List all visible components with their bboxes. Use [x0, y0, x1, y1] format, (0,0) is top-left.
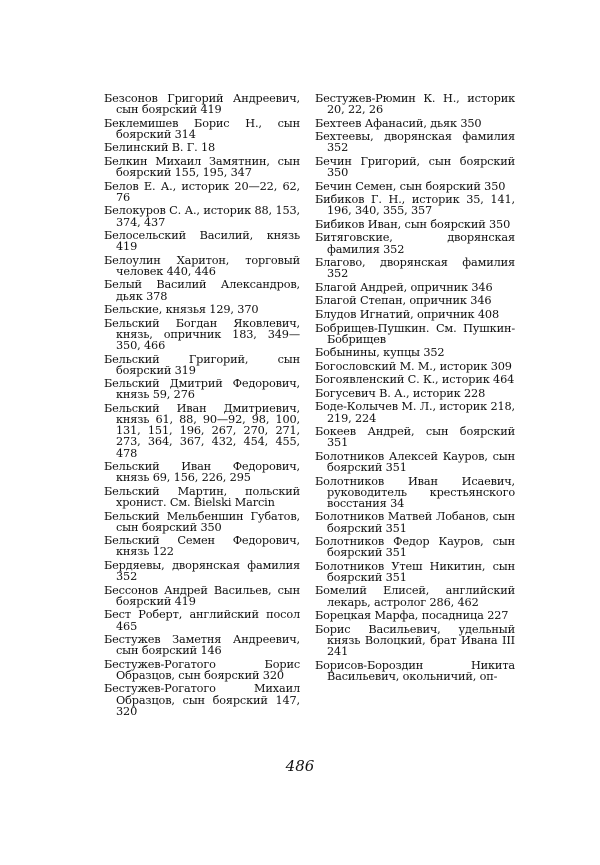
right-column [315, 93, 515, 684]
index-entry: Битяговские, дворянская фамилия 352 [315, 231, 515, 256]
index-entry: Болотников Алексей Кауров, сын боярский 351 [315, 449, 515, 474]
index-entry: Бельский Семен Федорович, князь 122 [104, 534, 300, 559]
index-entry: Безсонов Григорий Андреевич, сын боярский 419 [104, 92, 300, 117]
index-entry: Болотников Федор Кауров, сын боярский 351 [315, 535, 515, 560]
index-entry: Бехтеев Афанасий, дьяк 350 [315, 116, 482, 130]
index-entry: Богусевич В. А., историк 228 [315, 386, 486, 400]
index-entry: Беклемишев Борис Н., сын боярский 314 [104, 116, 300, 141]
index-entry: Бокеев Андрей, сын боярский 351 [315, 425, 515, 450]
index-entry: Бомелий Елисей, английский лекарь, астролог 286, 462 [315, 584, 515, 609]
index-entry: Бечин Семен, сын боярский 350 [315, 179, 506, 193]
index-entry: Блудов Игнатий, опричник 408 [315, 307, 499, 321]
index-entry: Бессонов Андрей Васильев, сын боярский 419 [104, 583, 300, 608]
index-entry: Бердяевы, дворянская фамилия 352 [104, 558, 300, 584]
index-entry: Белкин Михаил Замятнин, сын боярский 155, 195, 347 [104, 154, 300, 180]
index-entry: Бехтеевы, дворянская фамилия 352 [315, 130, 515, 155]
index-entry: Борисов-Бороздин Никита Васильевич, окольничий, оп- [315, 658, 515, 683]
index-entry: Бельский Богдан Яковлевич, князь, опричник 183, 349—350, 466 [104, 316, 300, 353]
index-entry: Благой Андрей, опричник 346 [315, 280, 493, 294]
index-entry: Бельский Дмитрий Федорович, князь 59, 276 [104, 377, 300, 402]
index-entry: Бобынины, купцы 352 [315, 346, 445, 360]
index-entry: Бибиков Г. Н., историк 35, 141, 196, 340, 355, 357 [315, 193, 515, 218]
index-entry: Белинский В. Г. 18 [104, 141, 216, 155]
index-entry: Бельский Григорий, сын боярский 319 [104, 352, 300, 377]
index-entry: Бибиков Иван, сын боярский 350 [315, 217, 511, 231]
index-entry: Бестужев Заметня Андреевич, сын боярский 146 [104, 633, 300, 658]
index-entry: Бельский Иван Дмитриевич, князь 61, 88, 90—92, 98, 100, 131, 151, 196, 267, 270, 271, 273, 364, 367, 432, 454, 455, 478 [104, 401, 300, 460]
page-number: 486 [285, 757, 315, 775]
left-column [104, 93, 300, 719]
index-entry: Бельский Иван Федорович, князь 69, 156, 226, 295 [104, 460, 300, 485]
index-entry: Белосельский Василий, князь 419 [104, 229, 300, 254]
index-entry: Благой Степан, опричник 346 [315, 294, 492, 308]
index-entry: Бестужев-Рогатого Михаил Образцов, сын боярский 147, 320 [104, 682, 300, 718]
index-entry: Болотников Матвей Лобанов, сын боярский 351 [315, 510, 515, 535]
index-entry: Борецкая Марфа, посадница 227 [315, 609, 509, 623]
index-entry: Благово, дворянская фамилия 352 [315, 256, 515, 281]
index-entry: Бельский Мельбеншин Губатов, сын боярский 350 [104, 509, 300, 534]
index-entry: Богоявленский С. К., историк 464 [315, 373, 515, 387]
index-entry: Боде-Колычев М. Л., историк 218, 219, 224 [315, 400, 516, 425]
index-entry: Бельские, князья 129, 370 [104, 303, 259, 317]
index-entry: Бобрищев-Пушкин. См. Пушкин-Бобрищев [315, 321, 515, 346]
index-entry: Болотников Иван Исаевич, руководитель крестьянского восстания 34 [315, 474, 515, 510]
index-entry: Бельский Мартин, польский хронист. См. Bielski Marcin [104, 484, 300, 510]
index-entry: Белов Е. А., историк 20—22, 62, 76 [104, 179, 300, 204]
index-entry: Бест Роберт, английский посол 465 [104, 608, 300, 633]
index-entry: Богословский М. М., историк 309 [315, 359, 512, 373]
index-entry: Борис Васильевич, удельный князь Волоцкий, брат Ивана III 241 [315, 622, 515, 659]
index-entry: Бестужев-Рюмин К. Н., историк 20, 22, 26 [315, 92, 515, 117]
index-entry: Белый Василий Александров, дьяк 378 [104, 278, 300, 303]
index-entry: Белоулин Харитон, торговый человек 440, 446 [104, 253, 300, 278]
index-entry: Болотников Утеш Никитин, сын боярский 351 [315, 559, 515, 584]
index-entry: Белокуров С. А., историк 88, 153, 374, 437 [104, 204, 300, 229]
index-entry: Бестужев-Рогатого Борис Образцов, сын боярский 320 [104, 657, 300, 682]
index-entry: Бечин Григорий, сын боярский 350 [315, 154, 515, 180]
